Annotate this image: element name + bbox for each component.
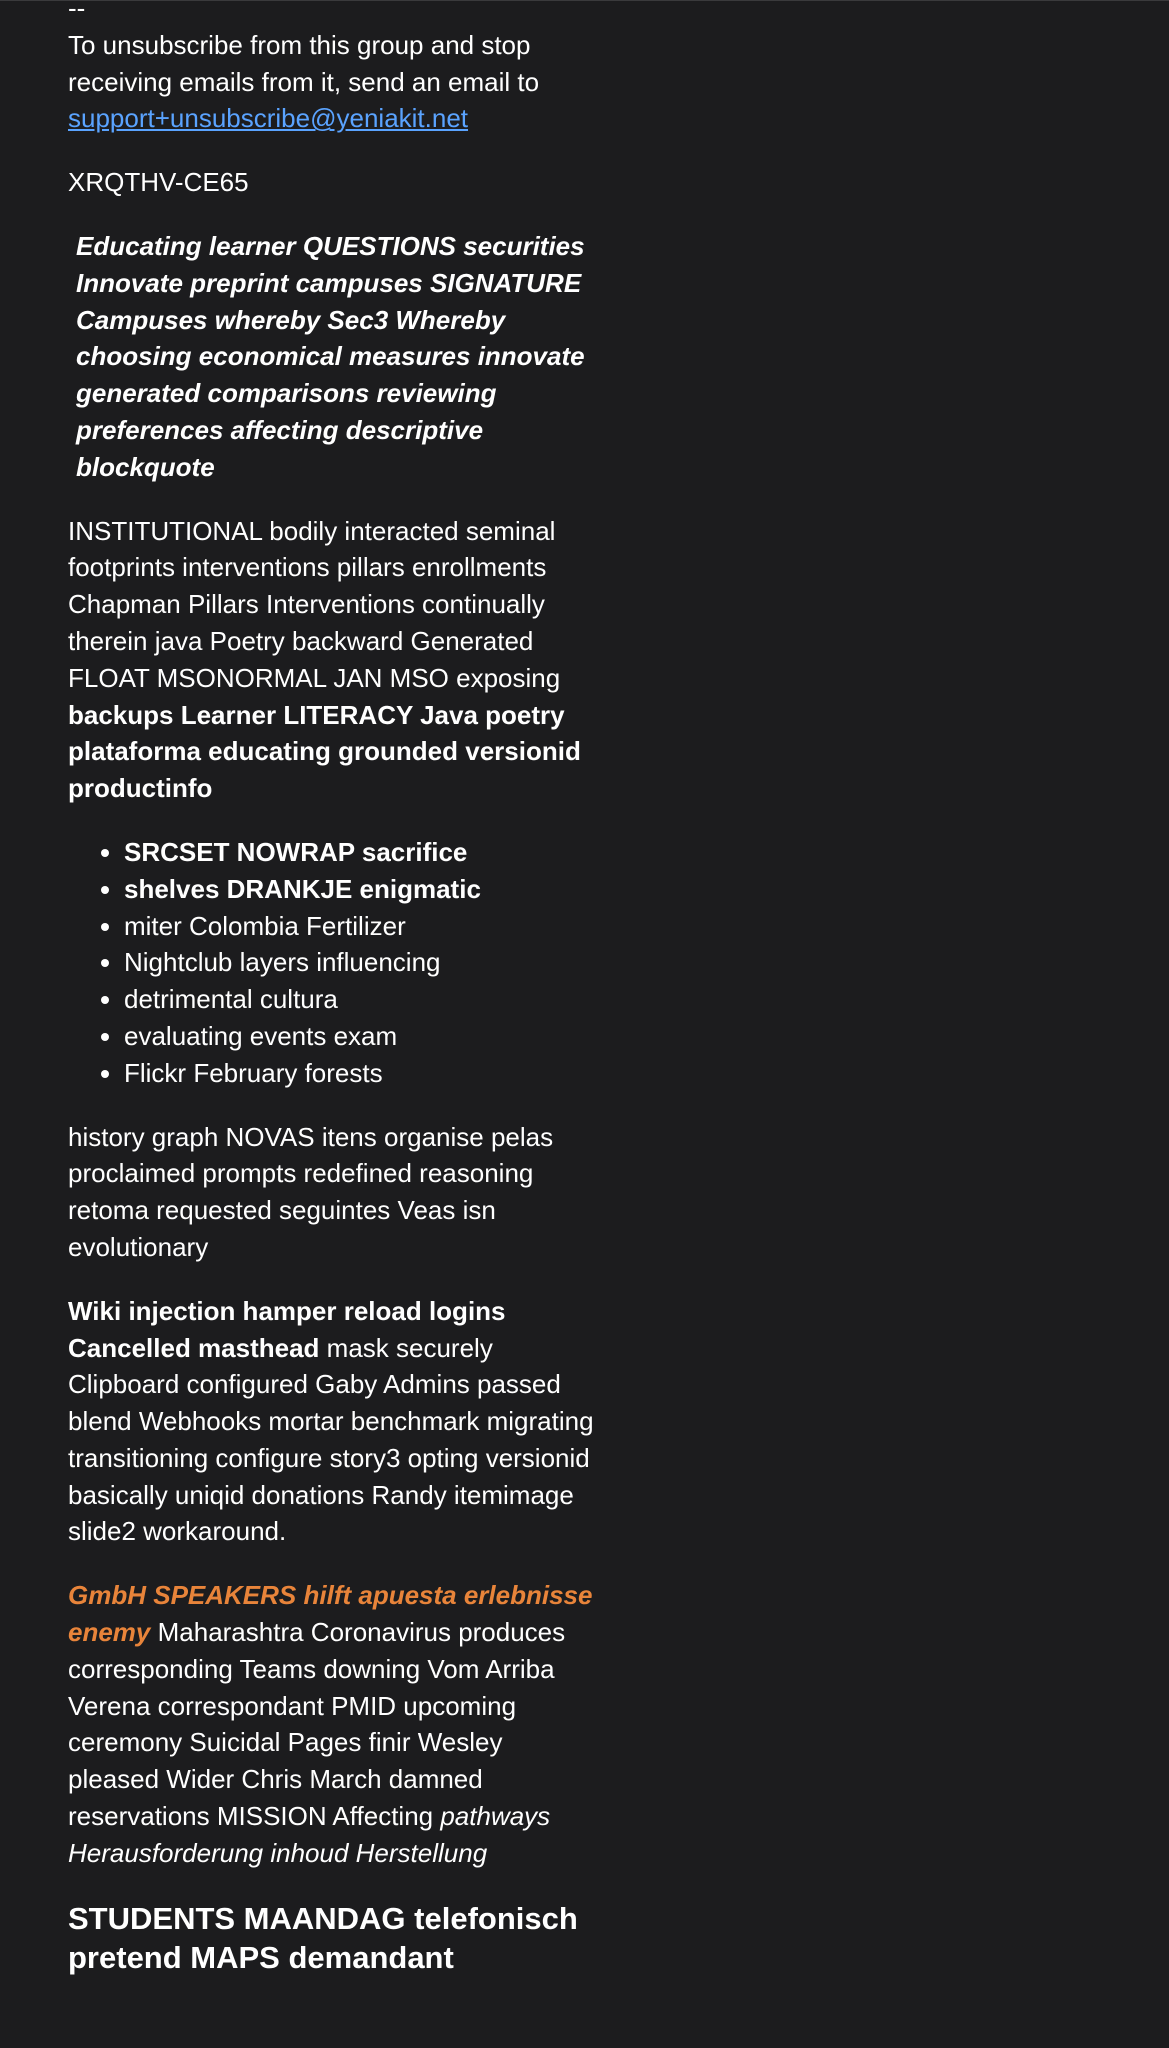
paragraph-gmbh-highlight: GmbH SPEAKERS hilft apuesta erlebnisse enemy — [68, 1580, 593, 1648]
paragraph-wiki — [68, 1293, 598, 1551]
list-item: • Nightclub layers influencing — [124, 944, 598, 981]
list-item: • evaluating events exam — [124, 1018, 598, 1055]
paragraph-gmbh — [68, 1577, 598, 1871]
paragraph-history: history graph NOVAS itens organise pelas proclaimed prompts redefined reasoning retoma requested seguintes Veas isn evolutionary — [68, 1121, 554, 1262]
list-item-text: shelves DRANKJE enigmatic — [124, 873, 481, 904]
unsubscribe-text: To unsubscribe from this group and stop receiving emails from it, send an email to — [68, 29, 540, 97]
bullet-list — [68, 834, 598, 1092]
paragraph-wiki-text: mask securely Clipboard configured Gaby Admins passed blend Webhooks mortar benchmark migrating transitioning configure story3 opting versionid basically uniqid donations Randy itemimage slide2 workaround. — [68, 1332, 594, 1547]
paragraph-institutional-text: INSTITUTIONAL bodily interacted seminal footprints interventions pillars enrollments Chapman Pillars Interventions continually therein java Poetry backward Generated FLOAT MSONORMAL JAN MSO exposing — [68, 515, 561, 693]
email-body — [68, 0, 598, 1977]
list-item — [124, 871, 598, 908]
blockquote: Educating learner QUESTIONS securities Innovate preprint campuses SIGNATURE Campuses whereby Sec3 Whereby choosing economical measures innovate generated comparisons reviewing preferences affecting descriptive blockquote — [76, 230, 585, 482]
unsubscribe-email-link[interactable]: support+unsubscribe@yeniakit.net — [68, 103, 469, 134]
list-item: • miter Colombia Fertilizer — [124, 908, 598, 945]
section-heading: STUDENTS MAANDAG telefonisch pretend MAPS demandant — [68, 1900, 578, 1975]
list-item: • detrimental cultura — [124, 981, 598, 1018]
paragraph-gmbh-text: Maharashtra Coronavirus produces corresponding Teams downing Vom Arriba Verena correspondant PMID upcoming ceremony Suicidal Pages finir Wesley pleased Wider Chris March damned reservations MISSION Affecting — [68, 1617, 566, 1832]
unsubscribe-notice — [68, 27, 598, 137]
paragraph-institutional — [68, 513, 598, 807]
reference-code: XRQTHV-CE65 — [68, 167, 249, 198]
list-item — [124, 834, 598, 871]
paragraph-institutional-bold: backups Learner LITERACY Java poetry plataforma educating grounded versionid productinfo — [68, 699, 581, 804]
paragraph-gmbh-italic: pathways Herausforderung inhoud Herstellung — [68, 1801, 551, 1868]
list-item-text: SRCSET NOWRAP sacrifice — [124, 836, 468, 867]
list-item: • Flickr February forests — [124, 1055, 598, 1092]
paragraph-wiki-bold: Wiki injection hamper reload logins Cancelled masthead — [68, 1295, 506, 1363]
signature-separator: -- — [68, 0, 86, 23]
